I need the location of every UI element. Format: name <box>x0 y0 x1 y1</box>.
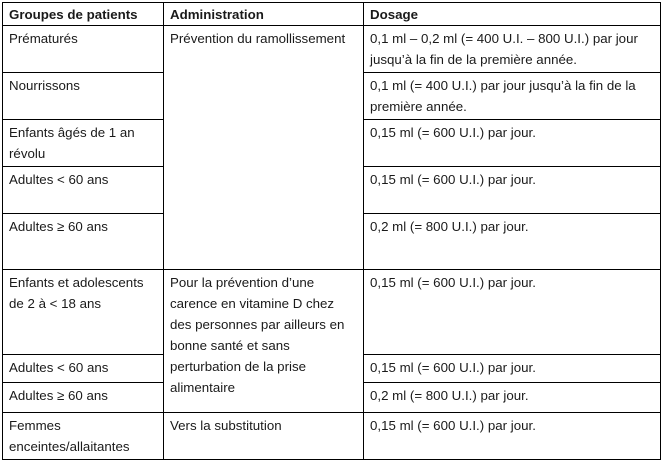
dosage-cell: 0,1 ml – 0,2 ml (= 400 U.I. – 800 U.I.) par jour jusqu’à la fin de la première année. <box>364 26 661 73</box>
administration-cell: Prévention du ramollissement <box>164 26 364 270</box>
dosage-cell: 0,15 ml (= 600 U.I.) par jour. <box>364 120 661 167</box>
patient-group-cell: Prématurés <box>3 26 164 73</box>
dosage-cell: 0,15 ml (= 600 U.I.) par jour. <box>364 167 661 214</box>
dosage-cell: 0,2 ml (= 800 U.I.) par jour. <box>364 383 661 413</box>
dosage-cell: 0,2 ml (= 800 U.I.) par jour. <box>364 214 661 270</box>
dosage-cell: 0,15 ml (= 600 U.I.) par jour. <box>364 355 661 383</box>
patient-group-cell: Enfants âgés de 1 an révolu <box>3 120 164 167</box>
administration-cell: Vers la substitution <box>164 413 364 460</box>
header-administration: Administration <box>164 3 364 26</box>
patient-group-cell: Femmes enceintes/allaitantes <box>3 413 164 460</box>
table-row <box>3 413 661 460</box>
dosage-table <box>2 2 661 460</box>
header-groupes: Groupes de patients <box>3 3 164 26</box>
patient-group-cell: Enfants et adolescents de 2 à < 18 ans <box>3 270 164 355</box>
patient-group-cell: Nourrissons <box>3 73 164 120</box>
patient-group-cell: Adultes < 60 ans <box>3 355 164 383</box>
header-dosage: Dosage <box>364 3 661 26</box>
table-row <box>3 26 661 73</box>
header-row <box>3 3 661 26</box>
patient-group-cell: Adultes ≥ 60 ans <box>3 383 164 413</box>
administration-cell: Pour la prévention d’une carence en vitamine D chez des personnes par ailleurs en bonne santé et sans perturbation de la prise alimentaire <box>164 270 364 413</box>
table-row <box>3 270 661 355</box>
dosage-cell: 0,15 ml (= 600 U.I.) par jour. <box>364 270 661 355</box>
dosage-cell: 0,15 ml (= 600 U.I.) par jour. <box>364 413 661 460</box>
dosage-cell: 0,1 ml (= 400 U.I.) par jour jusqu’à la fin de la première année. <box>364 73 661 120</box>
patient-group-cell: Adultes ≥ 60 ans <box>3 214 164 270</box>
patient-group-cell: Adultes < 60 ans <box>3 167 164 214</box>
